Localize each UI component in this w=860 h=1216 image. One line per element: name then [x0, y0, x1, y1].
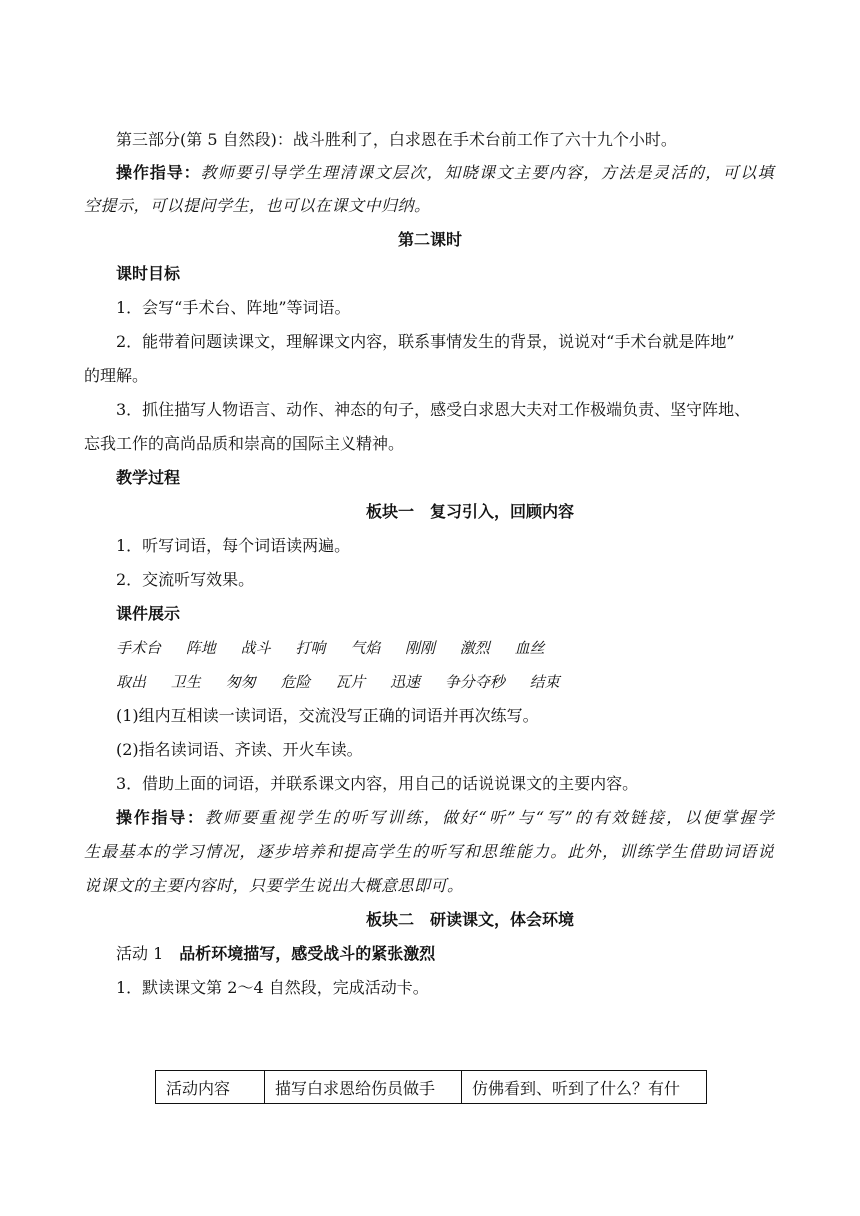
guide-text: 教师要引导学生理清课文层次，知晓课文主要内容，方法是灵活的，可以填	[200, 163, 774, 182]
block2-title: 板块二 研读课文，体会环境	[365, 910, 574, 929]
word-item: 血丝	[514, 639, 545, 657]
objective-item-3-line1: 3．抓住描写人物语言、动作、神态的句子，感受白求恩大夫对工作极端负责、坚守阵地、	[116, 400, 751, 419]
activity-card-table	[155, 1070, 707, 1104]
guide-paragraph-2-line2: 生最基本的学习情况，逐步培养和提高学生的听写和思维能力。此外，训练学生借助词语说	[84, 842, 774, 861]
word-item: 争分夺秒	[444, 673, 505, 691]
word-item: 阵地	[185, 639, 216, 657]
sub-item-1: (1)组内互相读一读词语，交流没写正确的词语并再次练写。	[116, 706, 539, 725]
table-cell: 描写白求恩给伤员做手	[265, 1071, 462, 1104]
paragraph-part3: 第三部分(第 5 自然段)：战斗胜利了，白求恩在手术台前工作了六十九个小时。	[116, 130, 677, 149]
word-item: 刚刚	[404, 639, 435, 657]
activity-1-heading	[116, 944, 774, 964]
word-item: 战斗	[240, 639, 271, 657]
word-item: 瓦片	[335, 673, 366, 691]
guide-paragraph-2-line3: 说课文的主要内容时，只要学生说出大概意思即可。	[84, 876, 464, 895]
lesson-title: 第二课时	[397, 230, 462, 249]
guide-paragraph-2-line1	[116, 808, 774, 828]
word-item: 危险	[280, 673, 311, 691]
courseware-heading: 课件展示	[116, 604, 181, 623]
objective-item-2-line2: 的理解。	[84, 366, 149, 385]
guide-paragraph-1-line1	[116, 163, 774, 183]
guide-paragraph-1-line2: 空提示，可以提问学生，也可以在课文中归纳。	[84, 196, 431, 215]
block1-item-3: 3．借助上面的词语，并联系课文内容，用自己的话说说课文的主要内容。	[116, 774, 639, 793]
word-item: 打响	[295, 639, 326, 657]
objective-item-3-line2: 忘我工作的高尚品质和崇高的国际主义精神。	[84, 434, 405, 453]
block1-title: 板块一 复习引入，回顾内容	[365, 502, 574, 521]
table-row	[156, 1071, 707, 1104]
word-item: 结束	[529, 673, 560, 691]
guide-label: 操作指导：	[116, 808, 205, 827]
block2-item-1: 1．默读课文第 2～4 自然段，完成活动卡。	[116, 978, 429, 997]
guide-text: 教师要重视学生的听写训练，做好“听”与“写”的有效链接，以便掌握学	[204, 808, 774, 827]
block1-item-2: 2．交流听写效果。	[116, 570, 255, 589]
activity-1-title: 品析环境描写，感受战斗的紧张激烈	[179, 944, 436, 963]
process-heading: 教学过程	[116, 468, 181, 487]
objective-item-1: 1．会写“手术台、阵地”等词语。	[116, 298, 351, 317]
sub-item-2: (2)指名读词语、齐读、开火车读。	[116, 740, 363, 759]
word-item: 匆匆	[225, 673, 256, 691]
word-row-2	[116, 672, 580, 692]
activity-1-prefix: 活动 1	[116, 944, 180, 963]
word-item: 取出	[116, 673, 147, 691]
word-item: 卫生	[170, 673, 201, 691]
objective-item-2-line1: 2．能带着问题读课文，理解课文内容，联系事情发生的背景，说说对“手术台就是阵地”	[116, 332, 735, 351]
guide-label: 操作指导：	[116, 163, 201, 182]
word-row-1	[116, 638, 565, 658]
word-item: 激烈	[459, 639, 490, 657]
word-item: 迅速	[389, 673, 420, 691]
word-item: 手术台	[116, 639, 162, 657]
table-cell: 仿佛看到、听到了什么？有什	[462, 1071, 707, 1104]
block1-item-1: 1．听写词语，每个词语读两遍。	[116, 536, 351, 555]
table-cell: 活动内容	[156, 1071, 265, 1104]
word-item: 气焰	[350, 639, 381, 657]
objectives-heading: 课时目标	[116, 264, 181, 283]
